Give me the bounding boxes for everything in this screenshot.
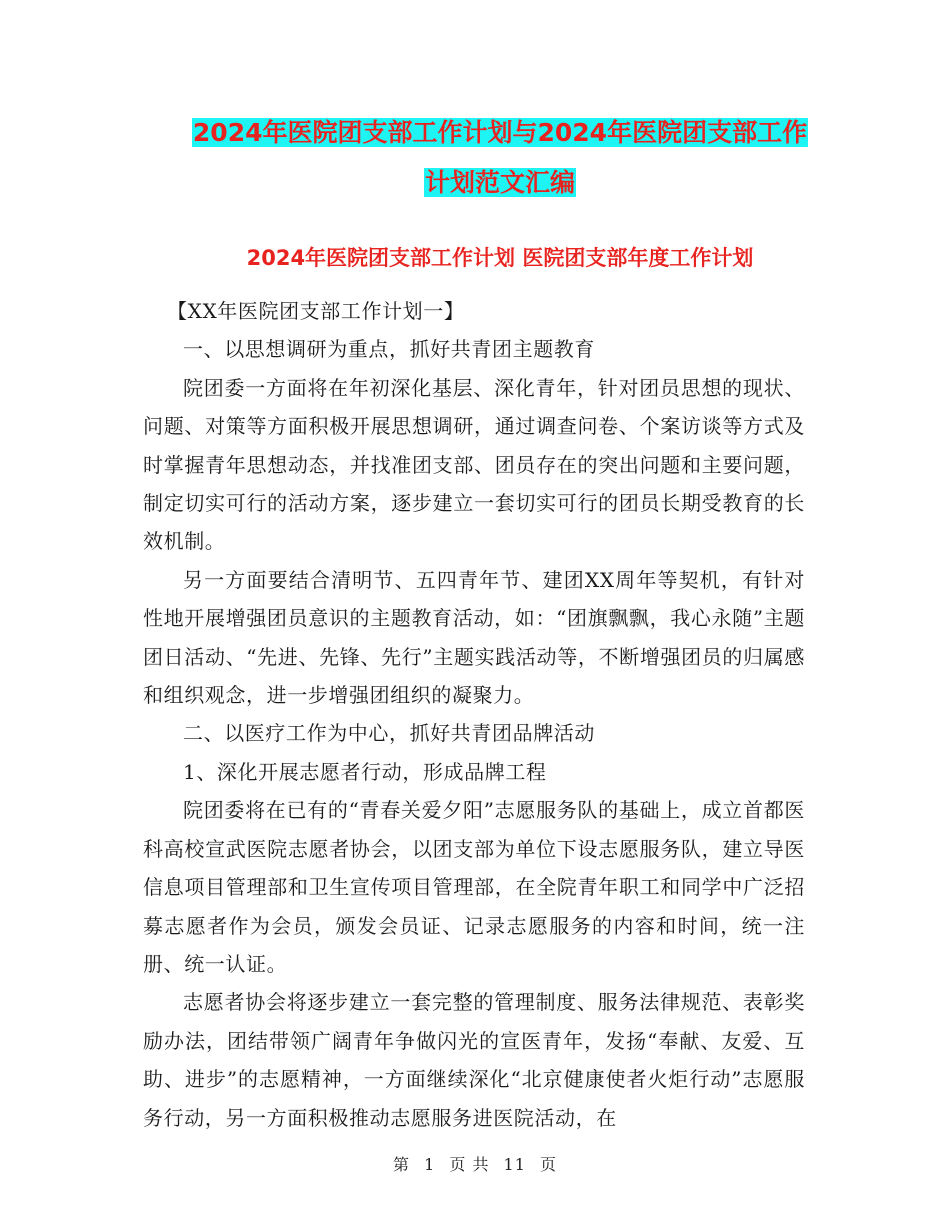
section-heading: 一、以思想调研为重点，抓好共青团主题教育 bbox=[183, 337, 595, 362]
body-paragraph: 院团委一方面将在年初深化基层、深化青年，针对团员思想的现状、问题、对策等方面积极开展思想调研，通过调查问卷、个案访谈等方式及时掌握青年思想动态，并找准团支部、团员存在的突出问题和主要问题，制定切实可行的活动方案，逐步建立一套切实可行的团员长期受教育的长效机制。 bbox=[143, 375, 805, 554]
document-body bbox=[143, 292, 805, 1137]
footer-suffix: 页 bbox=[540, 1155, 558, 1174]
footer-page-number: 1 bbox=[424, 1155, 436, 1174]
body-paragraph: 另一方面要结合清明节、五四青年节、建团XX周年等契机，有针对性地开展增强团员意识的主题教育活动，如：“团旗飘飘，我心永随”主题团日活动、“先进、先锋、先行”主题实践活动等，不断增强团员的归属感和组织观念，进一步增强团组织的凝聚力。 bbox=[143, 567, 805, 708]
page-footer bbox=[0, 1152, 950, 1175]
body-paragraph: 志愿者协会将逐步建立一套完整的管理制度、服务法律规范、表彰奖励办法，团结带领广阔青年争做闪光的宣医青年，发扬“奉献、友爱、互助、进步”的志愿精神，一方面继续深化“北京健康使者火炬行动”志愿服务行动，另一方面积极推动志愿服务进医院活动，在 bbox=[143, 990, 805, 1130]
document-title-line2: 计划范文汇编 bbox=[424, 168, 575, 197]
section-heading: 【XX年医院团支部工作计划一】 bbox=[167, 299, 465, 323]
footer-middle: 页 共 bbox=[449, 1155, 490, 1174]
footer-prefix: 第 bbox=[392, 1155, 410, 1174]
document-subtitle: 2024年医院团支部工作计划 医院团支部年度工作计划 bbox=[246, 246, 754, 270]
section-heading: 二、以医疗工作为中心，抓好共青团品牌活动 bbox=[183, 721, 595, 746]
document-title-line1: 2024年医院团支部工作计划与2024年医院团支部工作 bbox=[192, 118, 808, 147]
document-title bbox=[140, 108, 860, 208]
footer-total-pages: 11 bbox=[503, 1155, 526, 1174]
body-paragraph: 院团委将在已有的“青春关爱夕阳”志愿服务队的基础上，成立首都医科高校宣武医院志愿者协会，以团支部为单位下设志愿服务队，建立导医信息项目管理部和卫生宣传项目管理部，在全院青年职工和同学中广泛招募志愿者作为会员，颁发会员证、记录志愿服务的内容和时间，统一注册、统一认证。 bbox=[143, 798, 805, 976]
section-heading: 1、深化开展志愿者行动，形成品牌工程 bbox=[183, 759, 547, 784]
